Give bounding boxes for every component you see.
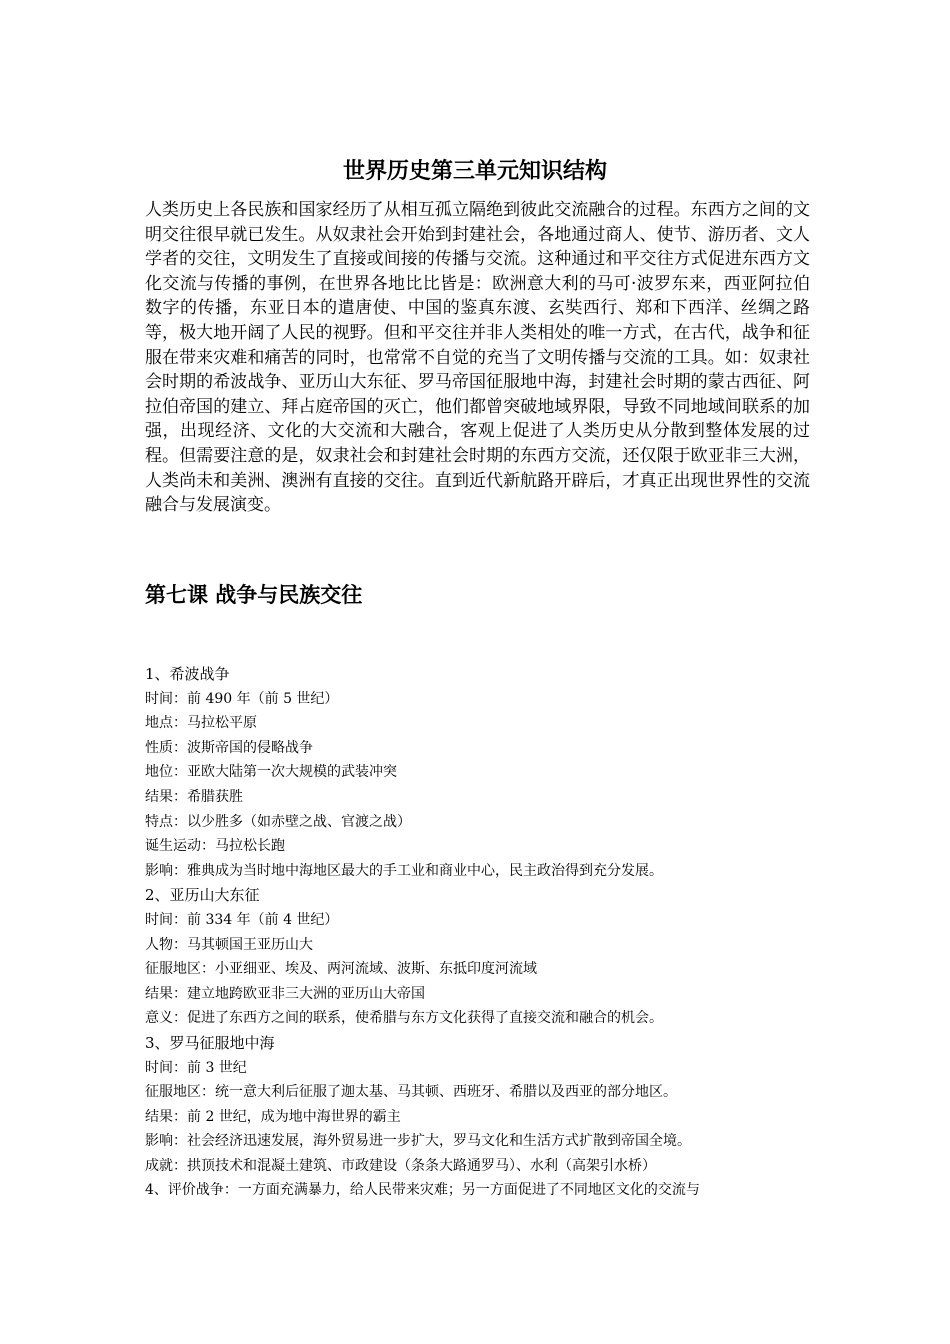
note-line: 影响：社会经济迅速发展，海外贸易进一步扩大，罗马文化和生活方式扩散到帝国全境。 xyxy=(145,1133,691,1150)
note-line: 影响：雅典成为当时地中海地区最大的手工业和商业中心，民主政治得到充分发展。 xyxy=(145,862,663,879)
notes-list xyxy=(145,662,825,1203)
note-line: 时间：前 334 年（前 4 世纪） xyxy=(145,911,339,928)
note-line: 结果：希腊获胜 xyxy=(145,788,243,805)
section-heading: 2、亚历山大东征 xyxy=(145,886,260,905)
note-line: 征服地区：统一意大利后征服了迦太基、马其顿、西班牙、希腊以及西亚的部分地区。 xyxy=(145,1084,677,1101)
note-line: 地点：马拉松平原 xyxy=(145,715,257,732)
note-line: 结果：前 2 世纪，成为地中海世界的霸主 xyxy=(145,1108,401,1125)
note-line: 意义：促进了东西方之间的联系，使希腊与东方文化获得了直接交流和融合的机会。 xyxy=(145,1010,663,1027)
section-heading: 3、罗马征服地中海 xyxy=(145,1033,275,1052)
note-line: 时间：前 490 年（前 5 世纪） xyxy=(145,690,339,707)
section-heading: 1、希波战争 xyxy=(145,665,230,683)
note-line: 性质：波斯帝国的侵略战争 xyxy=(145,739,313,756)
document-title: 世界历史第三单元知识结构 xyxy=(342,158,607,184)
note-line: 人物：马其顿国王亚历山大 xyxy=(145,936,313,953)
note-line: 结果：建立地跨欧亚非三大洲的亚历山大帝国 xyxy=(145,985,425,1002)
note-line: 特点：以少胜多（如赤壁之战、官渡之战） xyxy=(145,813,411,830)
note-line: 诞生运动：马拉松长跑 xyxy=(145,838,285,855)
intro-paragraph: 人类历史上各民族和国家经历了从相互孤立隔绝到彼此交流融合的过程。东西方之间的文明交往很早就已发生。从奴隶社会开始到封建社会，各地通过商人、使节、游历者、文人学者的交往，文明发生了直接或间接的传播与交流。这种通过和平交往方式促进东西方文化交流与传播的事例，在世界各地比比皆是：欧洲意大利的马可·波罗东来，西亚阿拉伯数字的传播，东亚日本的遣唐使、中国的鉴真东渡、玄奘西行、郑和下西洋、丝绸之路等，极大地开阔了人民的视野。但和平交往并非人类相处的唯一方式，在古代，战争和征服在带来灾难和痛苦的同时，也常常不自觉的充当了文明传播与交流的工具。如：奴隶社会时期的希波战争、亚历山大东征、罗马帝国征服地中海，封建社会时期的蒙古西征、阿拉伯帝国的建立、拜占庭帝国的灭亡，他们都曾突破地域界限，导致不同地域间联系的加强，出现经济、文化的大交流和大融合，客观上促进了人类历史从分散到整体发展的过程。但需要注意的是，奴隶社会和封建社会时期的东西方交流，还仅限于欧亚非三大洲，人类尚未和美洲、澳洲有直接的交往。直到近代新航路开辟后，才真正出现世界性的交流融合与发展演变。 xyxy=(145,200,810,516)
note-line: 时间：前 3 世纪 xyxy=(145,1059,247,1076)
lesson-title: 第七课 战争与民族交往 xyxy=(145,582,363,607)
note-line: 4、评价战争：一方面充满暴力，给人民带来灾难；另一方面促进了不同地区文化的交流与 xyxy=(145,1182,700,1199)
note-line: 成就：拱顶技术和混凝土建筑、市政建设（条条大路通罗马）、水利（高架引水桥） xyxy=(145,1157,656,1174)
note-line: 地位：亚欧大陆第一次大规模的武装冲突 xyxy=(145,764,397,781)
note-line: 征服地区：小亚细亚、埃及、两河流域、波斯、东抵印度河流域 xyxy=(145,961,537,978)
